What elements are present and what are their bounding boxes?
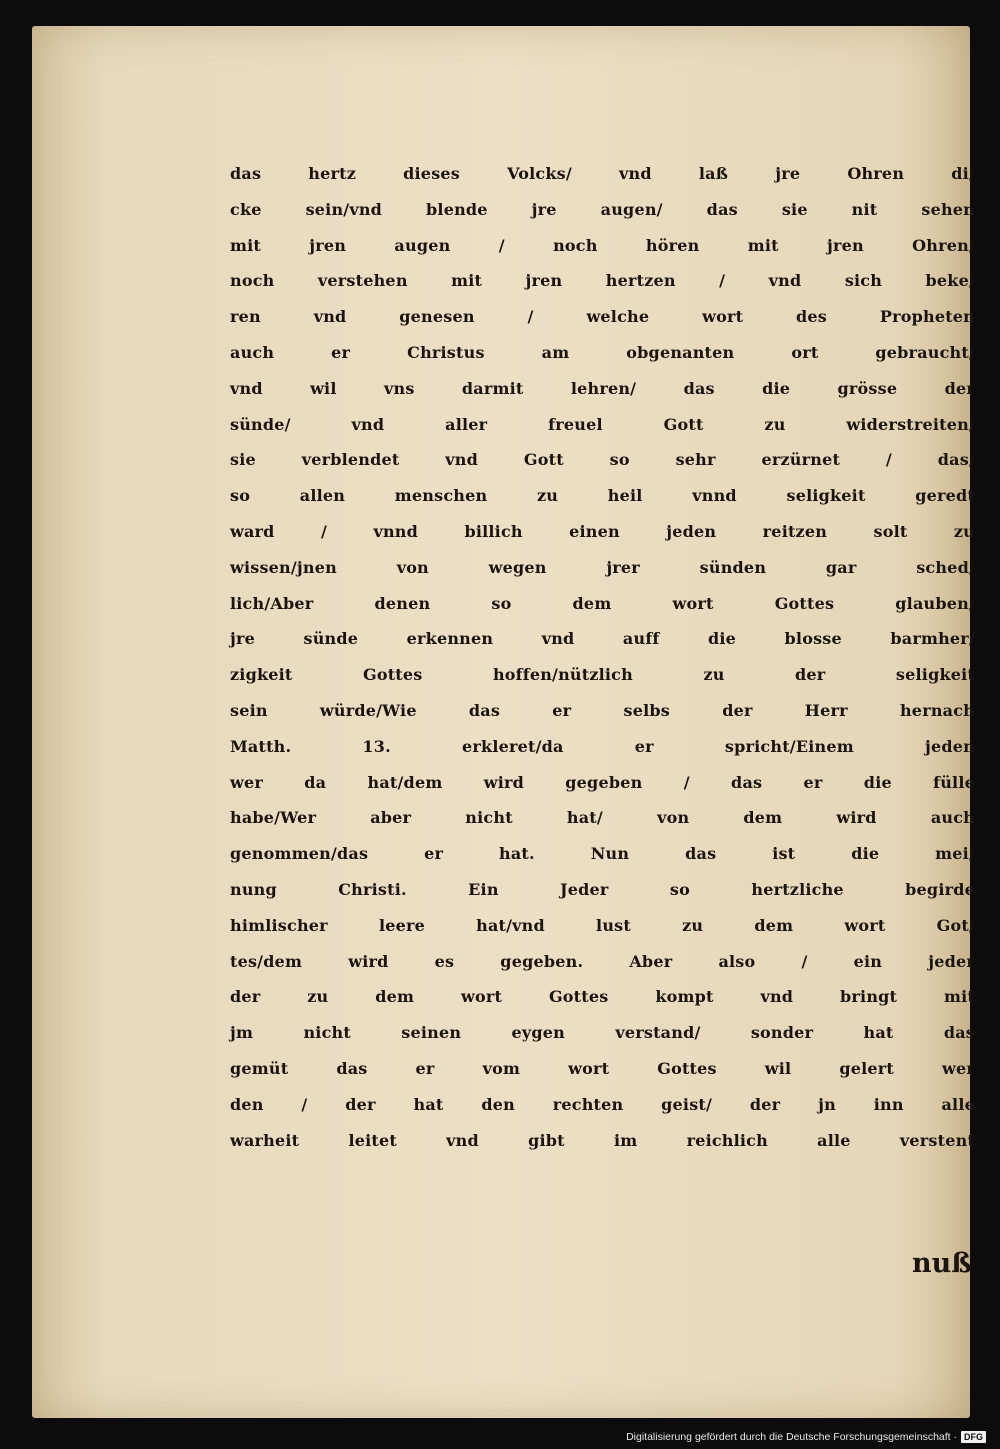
text-line: sein würde/Wie das er selbs der Herr hernach bbox=[230, 700, 975, 720]
dfg-logo: DFG bbox=[961, 1431, 986, 1443]
text-line: noch verstehen mit jren hertzen / vnd sich beke/ bbox=[230, 271, 975, 291]
text-line: habe/Wer aber nicht hat/ von dem wird auch bbox=[230, 808, 975, 828]
text-line: jre sünde erkennen vnd auff die blosse barmher/ bbox=[230, 629, 975, 649]
text-line: auch er Christus am obgenanten ort gebraucht/ bbox=[230, 342, 975, 362]
text-line: ren vnd genesen / welche wort des Propheten bbox=[230, 307, 975, 327]
text-line: mit jren augen / noch hören mit jren Ohren/ bbox=[230, 235, 975, 255]
text-line: ward / vnnd billich einen jeden reitzen solt zu bbox=[230, 521, 975, 541]
text-line: cke sein/vnd blende jre augen/ das sie nit sehen bbox=[230, 199, 975, 219]
digitization-footer bbox=[626, 1427, 986, 1447]
body-text bbox=[230, 156, 990, 1158]
text-line: warheit leitet vnd gibt im reichlich alle verstent bbox=[230, 1130, 975, 1150]
text-line: Matth. 13. erkleret/da er spricht/Einem jeden bbox=[230, 736, 975, 756]
text-line: lich/Aber denen so dem wort Gottes glauben/ bbox=[230, 593, 975, 613]
text-line: jm nicht seinen eygen verstand/ sonder hat das bbox=[230, 1023, 975, 1043]
text-line: genommen/das er hat. Nun das ist die mei/ bbox=[230, 844, 975, 864]
text-line: sünde/ vnd aller freuel Gott zu widerstreiten/ bbox=[230, 414, 975, 434]
footer-credit: Digitalisierung gefördert durch die Deutsche Forschungsgemeinschaft · bbox=[626, 1431, 957, 1443]
text-line: nung Christi. Ein Jeder so hertzliche begirde bbox=[230, 879, 975, 899]
text-line: tes/dem wird es gegeben. Aber also / ein jeder bbox=[230, 951, 975, 971]
book-page bbox=[32, 26, 975, 1418]
text-line: so allen menschen zu heil vnnd seligkeit geredt bbox=[230, 486, 975, 506]
text-line: vnd wil vns darmit lehren/ das die grösse der bbox=[230, 378, 975, 398]
text-line: himlischer leere hat/vnd lust zu dem wort Got/ bbox=[230, 915, 975, 935]
text-line: der zu dem wort Gottes kompt vnd bringt mit bbox=[230, 987, 975, 1007]
text-line: den / der hat den rechten geist/ der jn inn alle bbox=[230, 1094, 975, 1114]
text-line: zigkeit Gottes hoffen/nützlich zu der seligkeit bbox=[230, 665, 975, 685]
text-line: das hertz dieses Volcks/ vnd laß jre Ohren di/ bbox=[230, 164, 975, 183]
text-line: gemüt das er vom wort Gottes wil gelert wer bbox=[230, 1058, 975, 1078]
text-line: wer da hat/dem wird gegeben / das er die fülle bbox=[230, 772, 975, 792]
text-line: wissen/jnen von wegen jrer sünden gar sched/ bbox=[230, 557, 975, 577]
text-line: sie verblendet vnd Gott so sehr erzürnet / das/ bbox=[230, 450, 975, 470]
catchword: nuß bbox=[912, 1248, 972, 1279]
